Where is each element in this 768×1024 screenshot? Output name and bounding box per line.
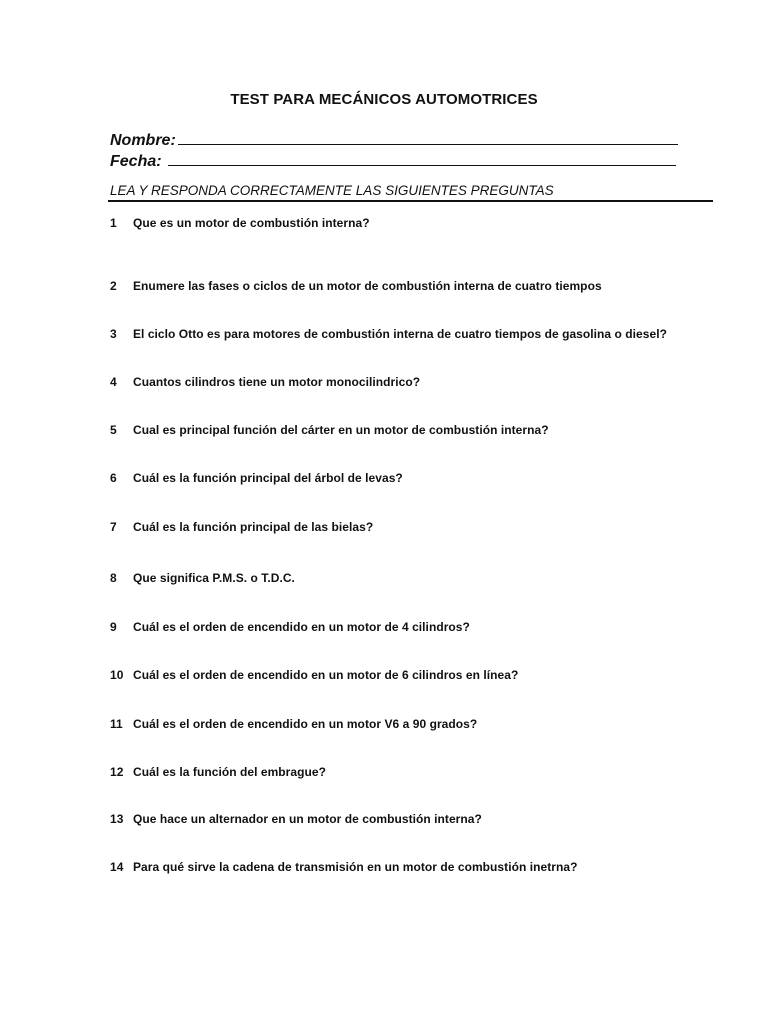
question-number: 6 <box>110 471 117 485</box>
question-number: 8 <box>110 571 117 585</box>
fecha-field <box>110 150 676 171</box>
question-item <box>110 571 295 585</box>
nombre-blank-line <box>178 129 678 145</box>
nombre-label: Nombre: <box>110 132 176 149</box>
question-text: Que significa P.M.S. o T.D.C. <box>133 571 295 585</box>
question-text: Cuál es la función principal del árbol de levas? <box>133 471 403 485</box>
nombre-field <box>110 129 678 150</box>
question-number: 12 <box>110 765 124 779</box>
question-number: 7 <box>110 520 117 534</box>
question-text: Que es un motor de combustión interna? <box>133 216 370 230</box>
question-number: 2 <box>110 279 117 293</box>
question-number: 1 <box>110 216 117 230</box>
question-item <box>110 279 602 293</box>
question-text: Cuál es la función principal de las bielas? <box>133 520 374 534</box>
question-text: Enumere las fases o ciclos de un motor de combustión interna de cuatro tiempos <box>133 279 602 293</box>
question-item <box>110 471 403 485</box>
question-text: Cuál es la función del embrague? <box>133 765 326 779</box>
question-item <box>110 423 549 437</box>
question-item <box>110 620 470 634</box>
question-item <box>110 520 373 534</box>
fecha-label: Fecha: <box>110 153 162 170</box>
instruction-text: LEA Y RESPONDA CORRECTAMENTE LAS SIGUIENTES PREGUNTAS <box>110 183 554 198</box>
fecha-blank-line <box>168 150 676 166</box>
question-text: El ciclo Otto es para motores de combustión interna de cuatro tiempos de gasolina o diesel? <box>133 327 667 341</box>
question-item <box>110 216 370 230</box>
question-text: Cuál es el orden de encendido en un motor de 4 cilindros? <box>133 620 470 634</box>
question-text: Cuál es el orden de encendido en un motor de 6 cilindros en línea? <box>133 668 519 682</box>
question-item <box>110 812 482 826</box>
question-item <box>110 765 326 779</box>
question-item <box>110 860 577 874</box>
question-text: Para qué sirve la cadena de transmisión en un motor de combustión inetrna? <box>133 860 578 874</box>
question-item <box>110 375 420 389</box>
question-item <box>110 668 518 682</box>
question-item <box>110 717 477 731</box>
question-number: 5 <box>110 423 117 437</box>
section-divider <box>108 200 713 202</box>
question-item <box>110 327 667 341</box>
question-number: 9 <box>110 620 117 634</box>
question-number: 14 <box>110 860 124 874</box>
question-text: Cuál es el orden de encendido en un motor V6 a 90 grados? <box>133 717 478 731</box>
question-number: 4 <box>110 375 117 389</box>
question-number: 11 <box>110 717 123 731</box>
page-title: TEST PARA MECÁNICOS AUTOMOTRICES <box>230 91 538 108</box>
question-text: Cual es principal función del cárter en un motor de combustión interna? <box>133 423 549 437</box>
question-number: 3 <box>110 327 117 341</box>
question-number: 13 <box>110 812 124 826</box>
question-text: Cuantos cilindros tiene un motor monocilindrico? <box>133 375 421 389</box>
question-number: 10 <box>110 668 124 682</box>
question-text: Que hace un alternador en un motor de combustión interna? <box>133 812 482 826</box>
